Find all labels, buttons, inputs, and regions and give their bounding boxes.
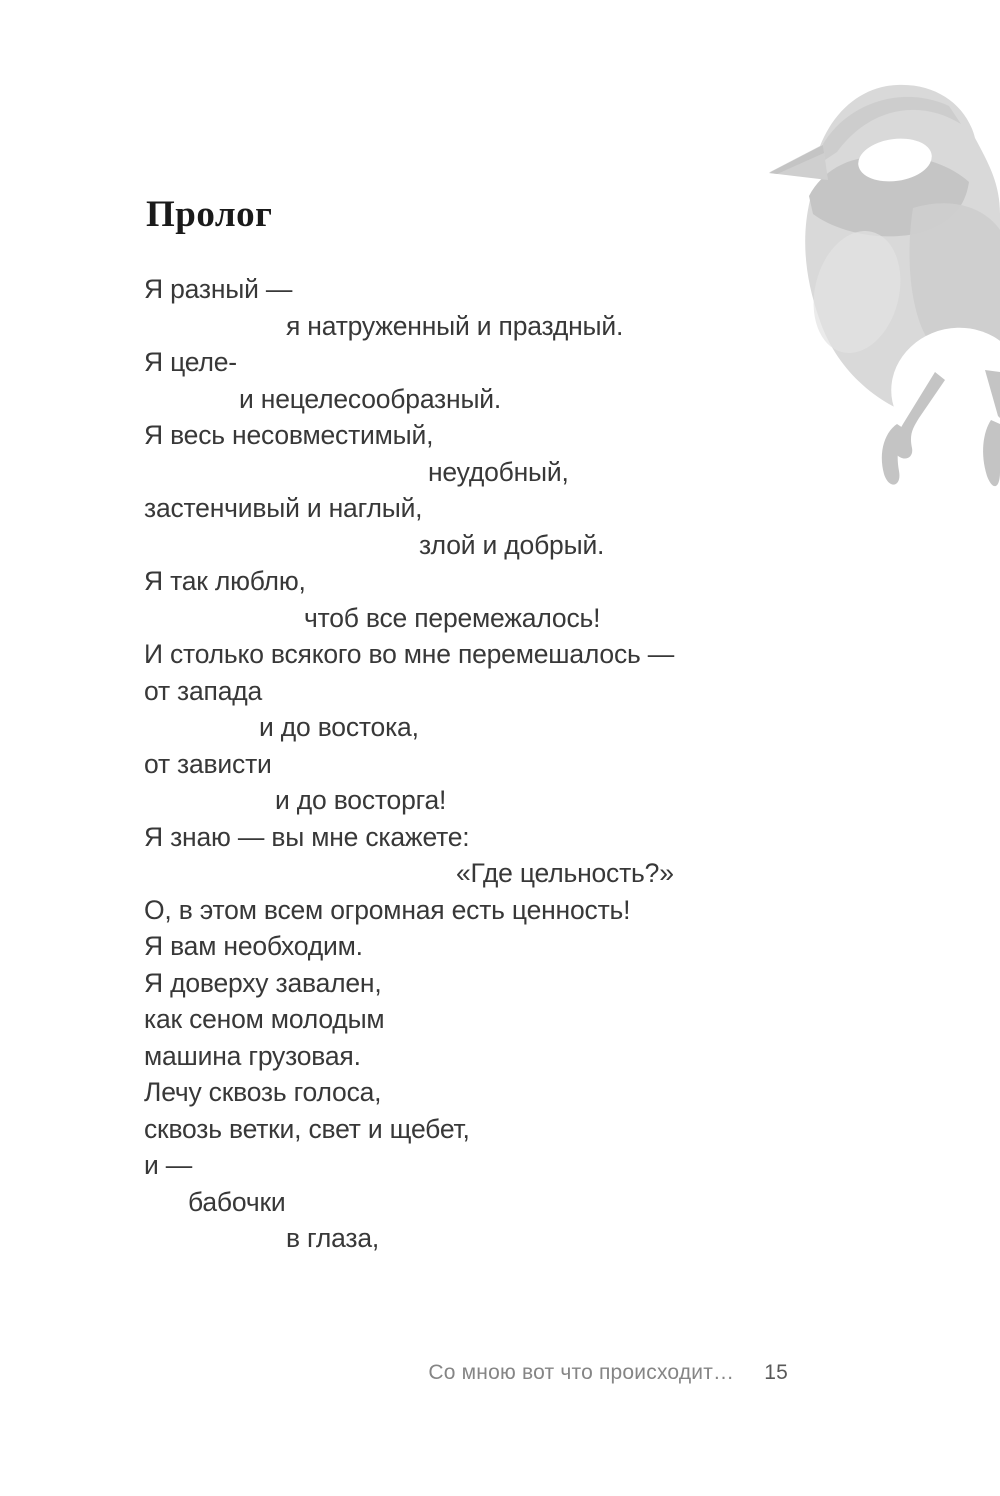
poem-line: Я разный — <box>144 274 293 304</box>
page-footer <box>0 1360 788 1386</box>
poem-line: О, в этом всем огромная есть ценность! <box>144 894 631 925</box>
poem-line: и до востока, <box>259 712 419 742</box>
poem-line: И столько всякого во мне перемешалось — <box>144 639 675 669</box>
poem-line: чтоб все перемежалось! <box>304 602 601 633</box>
poem-line: «Где цельность?» <box>456 858 674 888</box>
poem-line: я натруженный и праздный. <box>286 310 624 341</box>
poem-line: и нецелесообразный. <box>239 383 502 414</box>
poem-line: Я знаю — вы мне скажете: <box>144 821 470 852</box>
footer-running-title: Со мною вот что происходит… <box>428 1361 735 1384</box>
poem-line: от запада <box>144 675 263 706</box>
poem-line: Я так люблю, <box>144 566 306 596</box>
poem-line: застенчивый и наглый, <box>144 493 423 523</box>
poem-line: в глаза, <box>286 1223 380 1253</box>
poem-line: Лечу сквозь голоса, <box>144 1077 382 1107</box>
poem-line: Я доверху завален, <box>144 967 382 998</box>
footer-page-number: 15 <box>764 1361 788 1384</box>
poem-line: и до восторга! <box>275 785 447 815</box>
poem <box>144 271 864 1257</box>
poem-line: Я целе- <box>144 347 237 377</box>
poem-line: бабочки <box>188 1186 286 1217</box>
poem-line: от зависти <box>144 748 272 779</box>
poem-line: как сеном молодым <box>144 1004 385 1034</box>
poem-line: сквозь ветки, свет и щебет, <box>144 1113 470 1144</box>
poem-line: Я весь несовместимый, <box>144 420 434 450</box>
poem-line: неудобный, <box>428 456 569 487</box>
poem-line: и — <box>144 1150 193 1180</box>
poem-line: машина грузовая. <box>144 1040 361 1071</box>
poem-line: Я вам необходим. <box>144 931 363 961</box>
chapter-title: Пролог <box>146 194 273 235</box>
poem-line: злой и добрый. <box>419 529 605 560</box>
